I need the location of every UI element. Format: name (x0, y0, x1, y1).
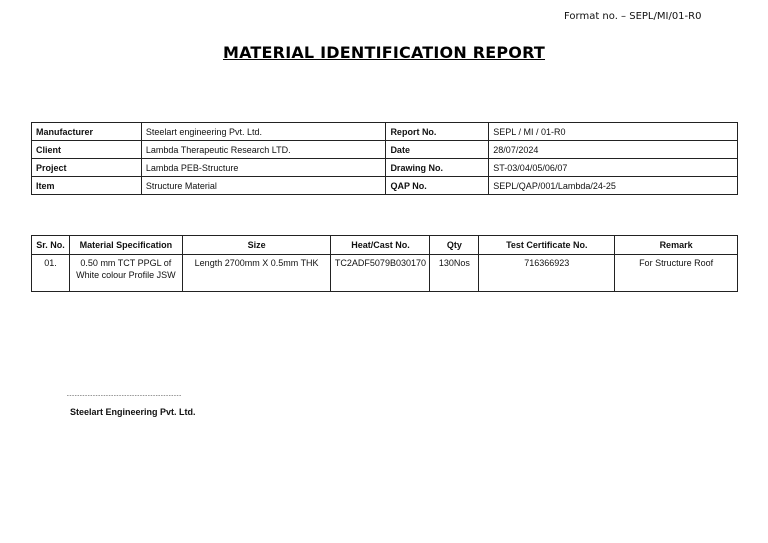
info-value: 28/07/2024 (489, 141, 738, 159)
info-value: Lambda PEB-Structure (141, 159, 386, 177)
test-certificate-no-cell: 716366923 (479, 255, 615, 292)
remark-cell: For Structure Roof (615, 255, 738, 292)
column-header-material-specification: Material Specification (69, 236, 182, 255)
info-value: Steelart engineering Pvt. Ltd. (141, 123, 386, 141)
info-row-client (32, 141, 738, 159)
info-label: Drawing No. (386, 159, 489, 177)
column-header-test-certificate-no: Test Certificate No. (479, 236, 615, 255)
column-header-sr-no: Sr. No. (32, 236, 70, 255)
heat-cast-no-cell: TC2ADF5079B030170 (331, 255, 430, 292)
info-value: ST-03/04/05/06/07 (489, 159, 738, 177)
info-label: Manufacturer (32, 123, 142, 141)
material-table (31, 235, 738, 292)
signature-company-name: Steelart Engineering Pvt. Ltd. (70, 407, 196, 417)
info-value: SEPL/QAP/001/Lambda/24-25 (489, 177, 738, 195)
report-title: MATERIAL IDENTIFICATION REPORT (222, 43, 546, 62)
column-header-remark: Remark (615, 236, 738, 255)
table-row (32, 255, 738, 292)
info-label: Client (32, 141, 142, 159)
qty-cell: 130Nos (430, 255, 479, 292)
info-row-project (32, 159, 738, 177)
info-label: Project (32, 159, 142, 177)
sr-no-cell: 01. (32, 255, 70, 292)
signature-line: -------------------------------------------- (66, 392, 181, 399)
format-number: Format no. – SEPL/MI/01-R0 (564, 11, 702, 22)
report-info-table (31, 122, 738, 195)
material-specification-cell (69, 255, 182, 292)
material-table-header-row (32, 236, 738, 255)
size-cell: Length 2700mm X 0.5mm THK (182, 255, 331, 292)
info-value: SEPL / MI / 01-R0 (489, 123, 738, 141)
info-row-item (32, 177, 738, 195)
info-row-manufacturer (32, 123, 738, 141)
info-label: QAP No. (386, 177, 489, 195)
spec-line: White colour Profile JSW (76, 270, 176, 280)
column-header-size: Size (182, 236, 331, 255)
info-label: Report No. (386, 123, 489, 141)
info-label: Item (32, 177, 142, 195)
spec-line: 0.50 mm TCT PPGL of (80, 258, 172, 268)
column-header-heat-cast-no: Heat/Cast No. (331, 236, 430, 255)
info-value: Structure Material (141, 177, 386, 195)
info-value: Lambda Therapeutic Research LTD. (141, 141, 386, 159)
info-label: Date (386, 141, 489, 159)
column-header-qty: Qty (430, 236, 479, 255)
